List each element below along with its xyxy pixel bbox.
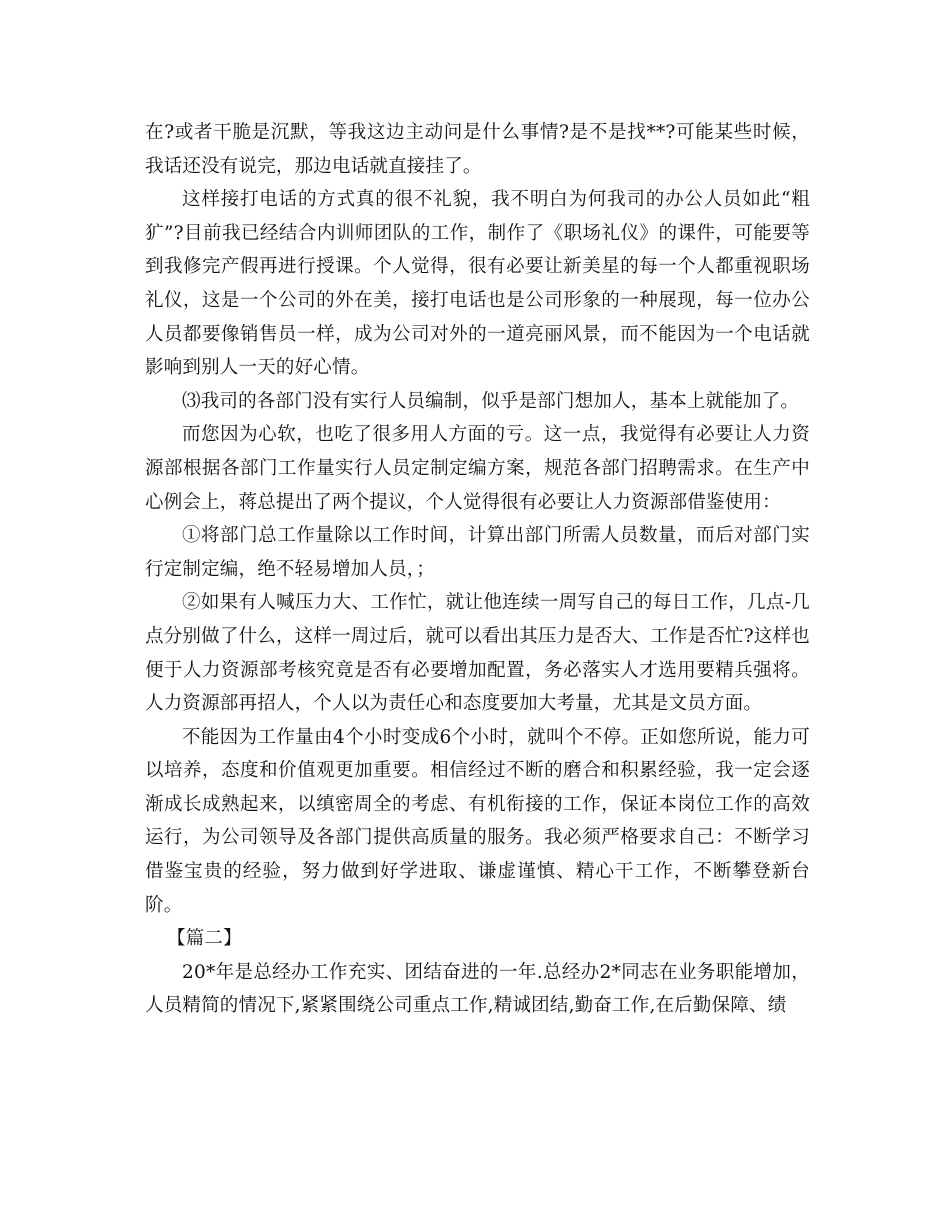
paragraph-section-two-intro: 20*年是总经办工作充实、团结奋进的一年.总经办2*同志在业务职能增加，人员精简的情况下,紧紧围绕公司重点工作,精诚团结,勤奋工作,在后勤保障、绩 [145, 961, 810, 1017]
paragraph-point-3: ⑶我司的各部门没有实行人员编制，似乎是部门想加人，基本上就能加了。 [182, 390, 800, 412]
paragraph-suggestion-2: ②如果有人喊压力大、工作忙，就让他连续一周写自己的每日工作，几点-几点分别做了什么，这样一周过后，就可以看出其压力是否大、工作是否忙?这样也便于人力资源部考核究竟是否有必要增加配置，务必落实人才选用要精兵强将。人力资源部再招人，个人以为责任心和态度要加大考量，尤其是文员方面。 [145, 592, 810, 715]
paragraph-phone-etiquette: 这样接打电话的方式真的很不礼貌，我不明白为何我司的办公人员如此“粗犷”?目前我已经结合内训师团队的工作，制作了《职场礼仪》的课件，可能要等到我修完产假再进行授课。个人觉得，很有必要让新美星的每一个人都重视职场礼仪，这是一个公司的外在美，接打电话也是公司形象的一种展现，每一位办公人员都要像销售员一样，成为公司对外的一道亮丽风景，而不能因为一个电话就影响到别人一天的好心情。 [145, 189, 810, 379]
section-heading: 【篇二】 [167, 928, 242, 950]
paragraph-suggestion-1: ①将部门总工作量除以工作时间，计算出部门所需人员数量，而后对部门实行定制定编，绝不轻易增加人员，； [145, 525, 810, 580]
paragraph-hr-staffing: 而您因为心软，也吃了很多用人方面的亏。这一点，我觉得有必要让人力资源部根据各部门工作量实行人员定制定编方案，规范各部门招聘需求。在生产中心例会上，蒋总提出了两个提议，个人觉得很有必要让人力资源部借鉴使用： [145, 424, 810, 513]
paragraph-conclusion: 不能因为工作量由4个小时变成6个小时，就叫个不停。正如您所说，能力可以培养，态度和价值观更加重要。相信经过不断的磨合和积累经验，我一定会逐渐成长成熟起来，以缜密周全的考虑、有机衔接的工作，保证本岗位工作的高效运行，为公司领导及各部门提供高质量的服务。我必须严格要求自己：不断学习借鉴宝贵的经验，努力做到好学进取、谦虚谨慎、精心干工作，不断攀登新台阶。 [145, 726, 810, 916]
document-body [145, 116, 810, 1023]
paragraph-continuation: 在?或者干脆是沉默，等我这边主动问是什么事情?是不是找**?可能某些时候，我话还没有说完，那边电话就直接挂了。 [145, 122, 810, 177]
